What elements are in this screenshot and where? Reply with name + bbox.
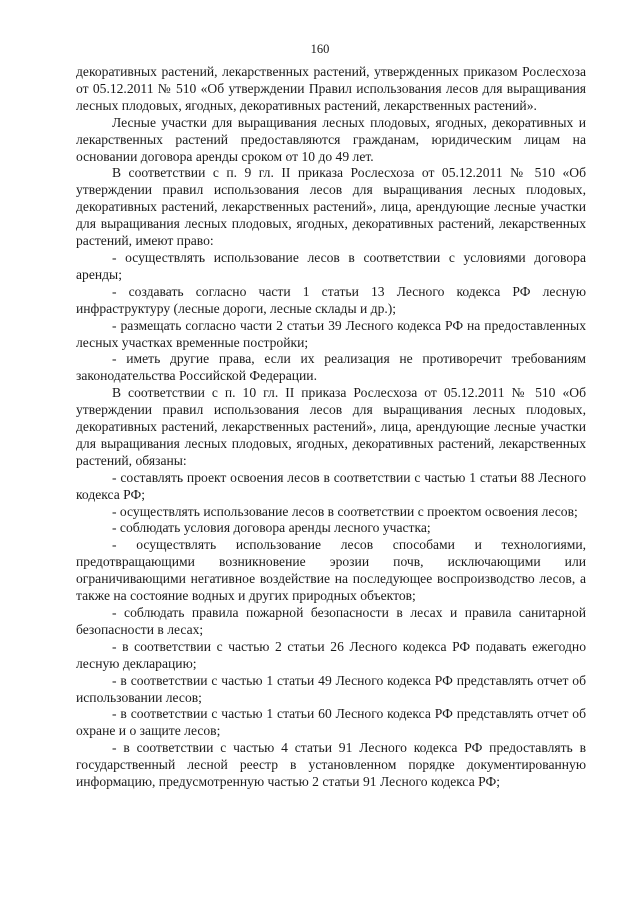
paragraph: - создавать согласно части 1 статьи 13 Лесного кодекса РФ лесную инфраструктуру (лесные дороги, лесные склады и др.); bbox=[76, 283, 586, 316]
paragraph: В соответствии с п. 9 гл. II приказа Рослесхоза от 05.12.2011 № 510 «Об утверждении правил использования лесов для выращивания лесных плодовых, декоративных растений, лекарственных растений», лица, арендующие лесные участки для выращивания лесных плодовых, ягодных, декоративных растений, лекарственных растений, имеют право: bbox=[76, 165, 586, 249]
paragraph: В соответствии с п. 10 гл. II приказа Рослесхоза от 05.12.2011 № 510 «Об утверждении правил использования лесов для выращивания лесных плодовых, декоративных растений, лекарственных растений», лица, арендующие лесные участки для выращивания лесных плодовых, ягодных, декоративных растений, лекарственных растений, обязаны: bbox=[76, 385, 586, 468]
paragraph: - размещать согласно части 2 статьи 39 Лесного кодекса РФ на предоставленных лесных участках временные постройки; bbox=[76, 317, 586, 350]
paragraph: - иметь другие права, если их реализация не противоречит требованиям законодательства Российской Федерации. bbox=[76, 351, 586, 384]
paragraph: - составлять проект освоения лесов в соответствии с частью 1 статьи 88 Лесного кодекса РФ; bbox=[76, 469, 586, 502]
document-body bbox=[76, 64, 586, 791]
paragraph: - соблюдать правила пожарной безопасности в лесах и правила санитарной безопасности в лесах; bbox=[76, 605, 586, 637]
paragraph: - осуществлять использование лесов способами и технологиями, предотвращающими возникновение эрозии почв, исключающими или ограничивающими негативное воздействие на последующее воспроизводство лесов, а также на состояние водных и других природных объектов; bbox=[76, 537, 586, 604]
paragraph: декоративных растений, лекарственных растений, утвержденных приказом Рослесхоза от 05.12.2011 № 510 «Об утверждении Правил использования лесов для выращивания лесных плодовых, ягодных, декоративных растений, лекарственных растений». bbox=[76, 64, 586, 113]
paragraph: - соблюдать условия договора аренды лесного участка; bbox=[112, 520, 431, 536]
paragraph: - осуществлять использование лесов в соответствии с проектом освоения лесов; bbox=[112, 503, 578, 519]
paragraph: - в соответствии с частью 1 статьи 49 Лесного кодекса РФ представлять отчет об использовании лесов; bbox=[76, 672, 586, 705]
page-number: 160 bbox=[310, 42, 330, 56]
paragraph: - в соответствии с частью 1 статьи 60 Лесного кодекса РФ представлять отчет об охране и о защите лесов; bbox=[76, 706, 586, 739]
paragraph: - в соответствии с частью 2 статьи 26 Лесного кодекса РФ подавать ежегодно лесную декларацию; bbox=[76, 638, 586, 671]
paragraph: - в соответствии с частью 4 статьи 91 Лесного кодекса РФ предоставлять в государственный лесной реестр в установленном порядке документированную информацию, предусмотренную частью 2 статьи 91 Лесного кодекса РФ; bbox=[76, 740, 586, 790]
paragraph: Лесные участки для выращивания лесных плодовых, ягодных, декоративных и лекарственных растений предоставляются гражданам, юридическим лицам на основании договора аренды сроком от 10 до 49 лет. bbox=[76, 114, 586, 164]
paragraph: - осуществлять использование лесов в соответствии с условиями договора аренды; bbox=[76, 249, 586, 282]
